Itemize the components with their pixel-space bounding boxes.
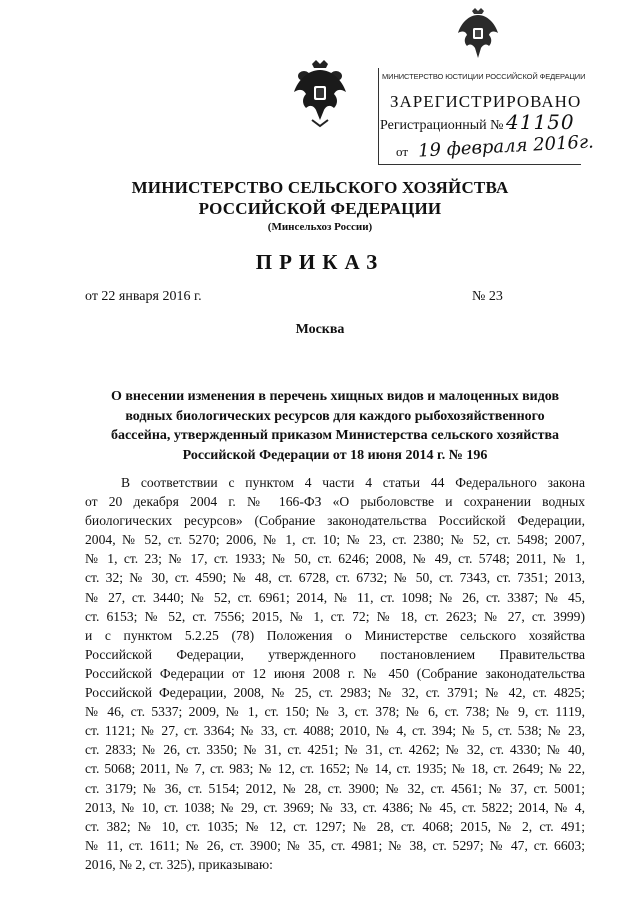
order-date: от 22 января 2016 г. (85, 289, 202, 304)
body-line: Российской Федерации, 2008, № 25, ст. 2983; № 32, ст. 3791; № 42, ст. 4825; (85, 685, 585, 701)
body-line: № 46, ст. 5337; 2009, № 1, ст. 150; № 3, ст. 378; № 6, ст. 738; № 9, ст. 1119, (85, 704, 585, 720)
body-line: ст. 3179; № 36, ст. 5154; 2012, № 28, ст. 3900; № 32, ст. 4561; № 37, ст. 5001; (85, 780, 585, 796)
stamp-reg-number: 41150 (506, 110, 575, 134)
double-headed-eagle-icon (290, 58, 350, 128)
title-line: Российской Федерации от 18 июня 2014 г. № 196 (182, 447, 488, 463)
stamp-date-value: 19 февраля 2016г. (417, 131, 595, 162)
body-line: № 1, ст. 23; № 17, ст. 1933; № 50, ст. 6246; 2008, № 49, ст. 5748; 2011, № 1, (85, 551, 585, 567)
body-line: 2016, № 2, ст. 325), приказываю: (85, 856, 273, 872)
body-line: № 11, ст. 1611; № 26, ст. 3900; № 35, ст. 4981; № 38, ст. 5297; № 47, ст. 6603; (85, 837, 585, 853)
title-line: О внесении изменения в перечень хищных видов и малоценных видов (110, 389, 560, 404)
stamp-date-label: от (396, 144, 409, 159)
order-number: № 23 (472, 289, 503, 304)
body-line: ст. 5068; 2011, № 7, ст. 983; № 12, ст. 1652; № 14, ст. 1935; № 18, ст. 2649; № 22, (85, 761, 585, 777)
body-line: ст. 382; № 10, ст. 1035; № 12, ст. 1297; № 28, ст. 4068; 2015, № 2, ст. 491; (85, 818, 585, 834)
body-line: В соответствии с пунктом 4 части 4 статьи 44 Федерального закона (121, 475, 585, 490)
stamp-department: МИНИСТЕРСТВО ЮСТИЦИИ РОССИЙСКОЙ ФЕДЕРАЦИИ (382, 72, 586, 81)
ministry-name-line1: МИНИСТЕРСТВО СЕЛЬСКОГО ХОЗЯЙСТВА (131, 178, 509, 197)
coat-of-arms-emblem (290, 58, 350, 128)
body-line: Российской Федерации от 12 июня 2008 г. № 450 (Собрание законодательства (85, 665, 585, 681)
body-line: ст. 1121; № 27, ст. 3364; № 33, ст. 4088; 2010, № 4, ст. 394; № 5, ст. 538; № 23, (85, 723, 585, 739)
body-line: ст. 6153; № 52, ст. 7556; 2015, № 1, ст. 72; № 18, ст. 2623; № 27, ст. 3999) (85, 608, 585, 624)
ministry-short-name: (Минсельхоз России) (267, 221, 373, 233)
body-line: 2004, № 52, ст. 5270; 2006, № 1, ст. 10; № 23, ст. 2380; № 52, ст. 5498; 2007, (85, 532, 585, 548)
body-line: от 20 декабря 2004 г. № 166-ФЗ «О рыболовстве и сохранении водных (85, 494, 585, 510)
body-line: ст. 32; № 30, ст. 4590; № 48, ст. 6728, ст. 6732; № 50, ст. 7343, ст. 7351; 2013, (85, 570, 585, 586)
stamp-reg-label: Регистрационный № (380, 118, 504, 133)
body-line: и с пунктом 5.2.25 (78) Положения о Министерстве сельского хозяйства (85, 627, 585, 643)
body-line: 2013, № 10, ст. 1038; № 29, ст. 3969; № 33, ст. 4386; № 45, ст. 5822; 2014, № 4, (85, 799, 585, 815)
body-line: ст. 2833; № 26, ст. 3350; № 31, ст. 4251; № 31, ст. 4262; № 32, ст. 4330; № 40, (85, 742, 585, 758)
order-city: Москва (295, 322, 345, 337)
title-line: бассейна, утвержденный приказом Министерства сельского хозяйства (110, 428, 560, 443)
order-title (85, 387, 585, 465)
ministry-name-line2: РОССИЙСКОЙ ФЕДЕРАЦИИ (198, 199, 442, 218)
document-type-heading: ПРИКАЗ (255, 250, 385, 274)
order-body-text (85, 473, 585, 874)
stamp-eagle-icon (455, 6, 501, 66)
body-line: биологических ресурсов» (Собрание законодательства Российской Федерации, (85, 513, 585, 529)
stamp-status: ЗАРЕГИСТРИРОВАНО (390, 92, 582, 111)
body-line: Российской Федерации, утвержденного постановлением Правительства (85, 646, 585, 662)
registration-stamp (378, 6, 595, 166)
body-line: № 27, ст. 3440; № 52, ст. 6961; 2014, № 11, ст. 1098; № 26, ст. 3387; № 45, (85, 589, 585, 605)
title-line: водных биологических ресурсов для каждого рыбохозяйственного (125, 408, 545, 424)
